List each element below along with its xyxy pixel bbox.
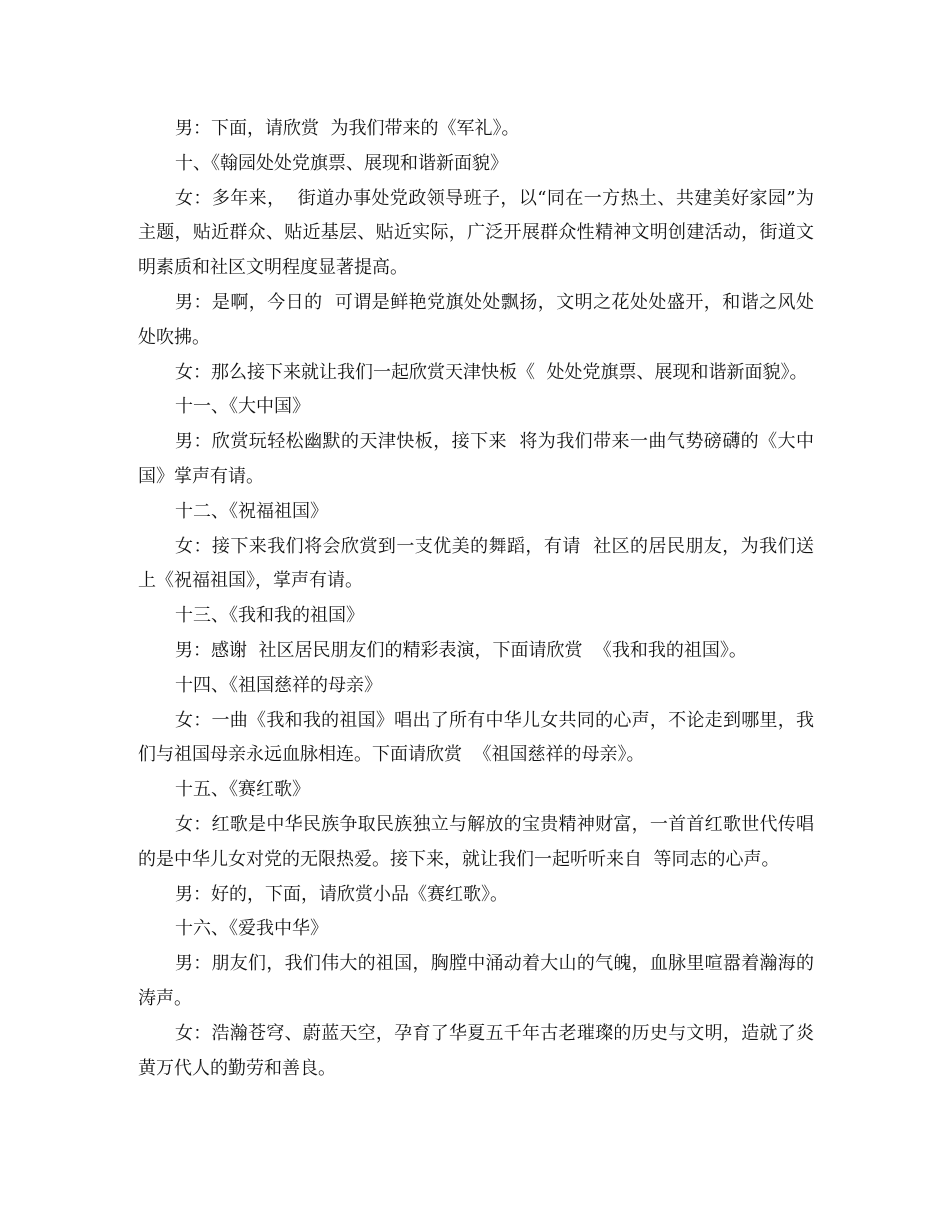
dialogue-line: 男：是啊，今日的 可谓是鲜艳党旗处处飘扬，文明之花处处盛开，和谐之风处处吹拂。 [138, 291, 814, 348]
program-heading: 十五、《赛红歌》 [175, 779, 310, 801]
dialogue-line: 女：那么接下来就让我们一起欣赏天津快板《 处处党旗票、展现和谐新面貌》。 [175, 361, 808, 383]
dialogue-line: 男：下面，请欣赏 为我们带来的《军礼》。 [175, 118, 520, 139]
program-heading: 十四、《祖国慈祥的母亲》 [175, 674, 382, 696]
program-heading: 十三、《我和我的祖国》 [175, 605, 364, 627]
program-heading: 十二、《祝福祖国》 [175, 500, 328, 522]
dialogue-line: 男：好的，下面，请欣赏小品《赛红歌》。 [175, 883, 508, 905]
dialogue-line: 女：浩瀚苍穹、蔚蓝天空，孕育了华夏五千年古老璀璨的历史与文明，造就了炎黄万代人的勤劳和善良。 [138, 1022, 814, 1079]
dialogue-line: 女：一曲《我和我的祖国》唱出了所有中华儿女共同的心声，不论走到哪里，我们与祖国母亲永远血脉相连。下面请欣赏 《祖国慈祥的母亲》。 [138, 709, 814, 766]
dialogue-line: 女：红歌是中华民族争取民族独立与解放的宝贵精神财富，一首首红歌世代传唱的是中华儿女对党的无限热爱。接下来，就让我们一起听听来自 等同志的心声。 [138, 813, 814, 870]
program-heading: 十、《翰园处处党旗票、展现和谐新面貌》 [175, 152, 508, 174]
program-heading: 十六、《爱我中华》 [175, 918, 328, 940]
document-body [138, 112, 814, 1086]
dialogue-line: 男：朋友们，我们伟大的祖国，胸膛中涌动着大山的气魄，血脉里喧嚣着瀚海的涛声。 [138, 953, 814, 1009]
dialogue-line: 女：接下来我们将会欣赏到一支优美的舞蹈，有请 社区的居民朋友，为我们送上《祝福祖国》，掌声有请。 [138, 535, 814, 592]
program-heading: 十一、《大中国》 [175, 396, 310, 418]
dialogue-line: 男：感谢 社区居民朋友们的精彩表演，下面请欣赏 《我和我的祖国》。 [175, 639, 747, 661]
dialogue-line: 女：多年来， 街道办事处党政领导班子，以“同在一方热土、共建美好家园”为主题，贴近群众、贴近基层、贴近实际，广泛开展群众性精神文明创建活动，街道文明素质和社区文明程度显著提高。 [138, 187, 814, 279]
dialogue-line: 男：欣赏玩轻松幽默的天津快板，接下来 将为我们带来一曲气势磅礴的《大中国》掌声有请。 [138, 431, 814, 487]
